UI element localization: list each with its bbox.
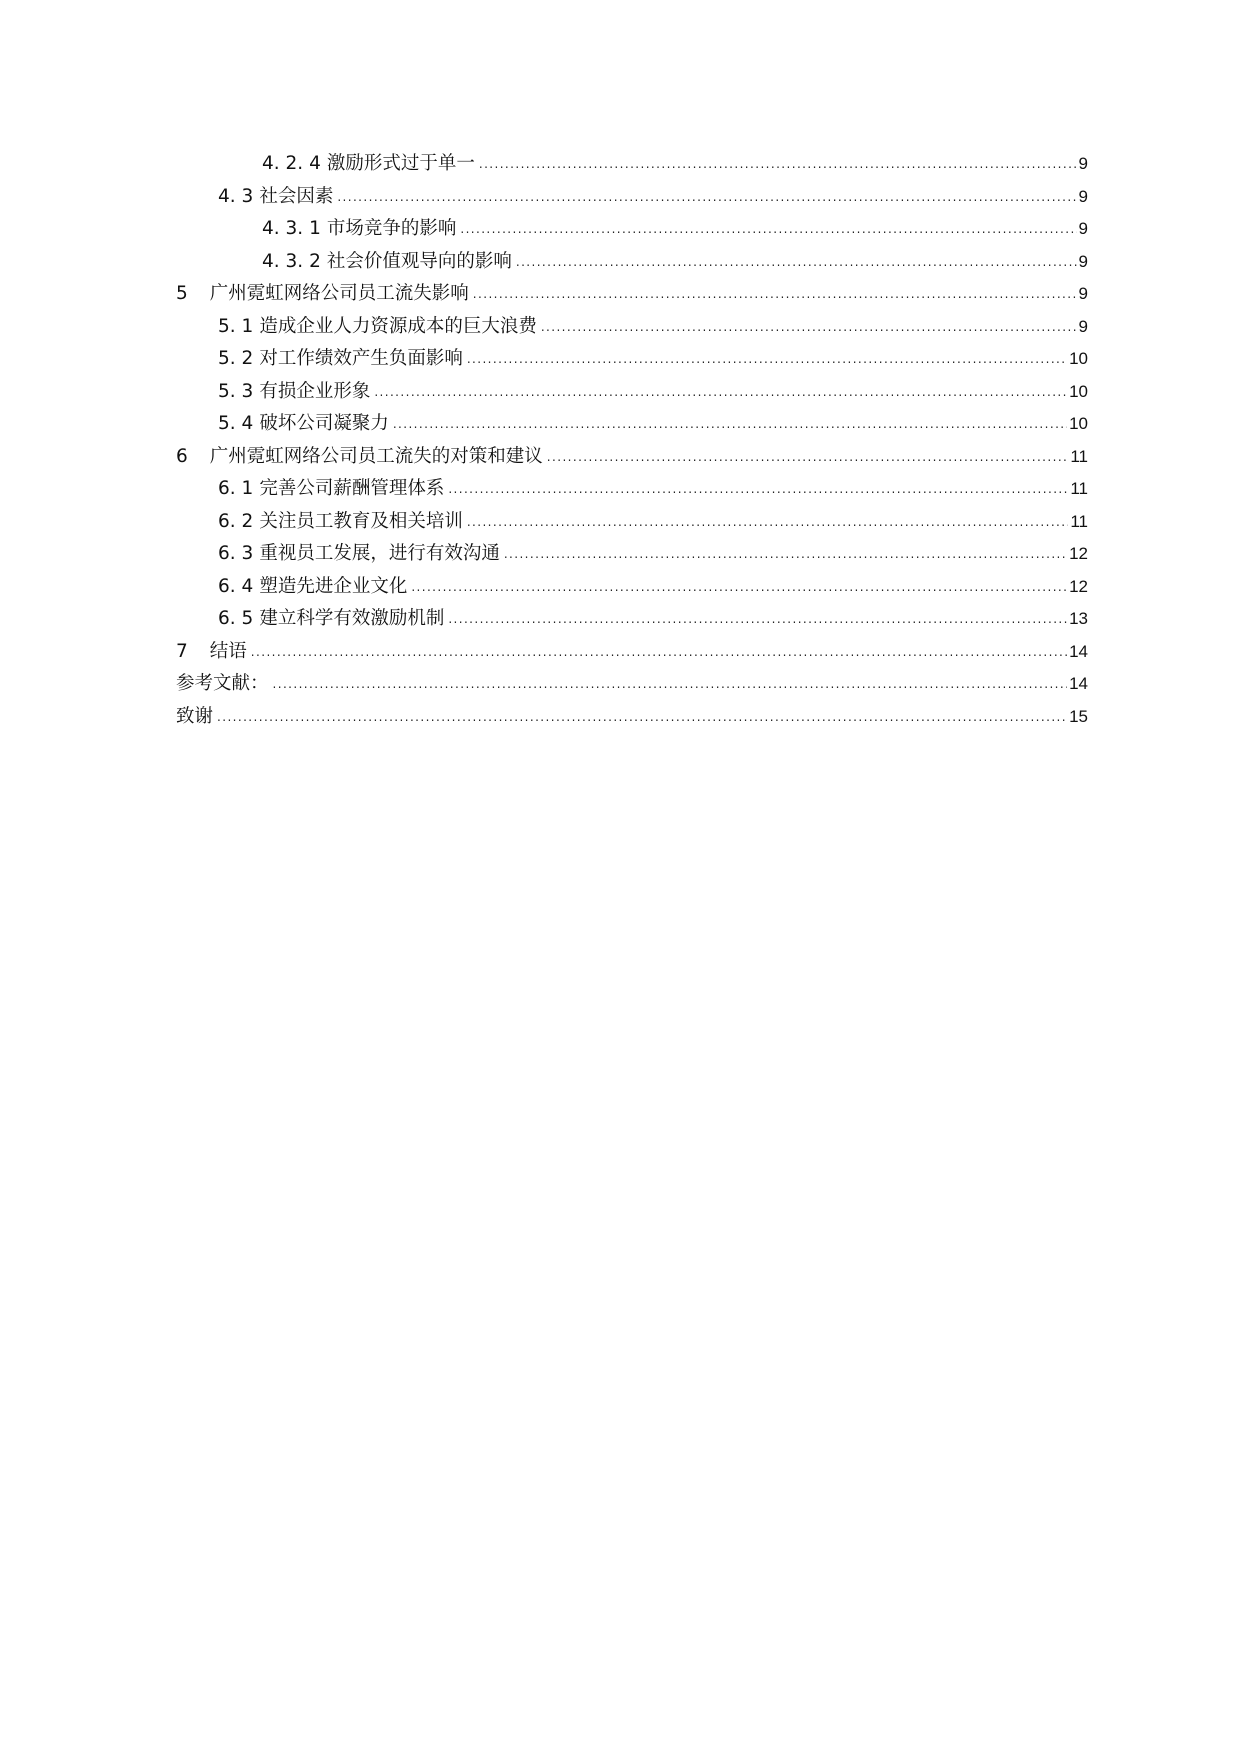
toc-entry-number: 4. 3. 1 xyxy=(262,218,321,239)
toc-entry-title: 激励形式过于单一 xyxy=(326,153,475,174)
toc-entry[interactable] xyxy=(176,538,1088,571)
toc-entry-page-number: 10 xyxy=(1069,349,1088,368)
toc-entry-number: 7 xyxy=(176,640,188,662)
toc-entry-number: 5 xyxy=(176,283,188,304)
toc-entry[interactable] xyxy=(176,343,1088,376)
toc-entry[interactable] xyxy=(176,571,1088,604)
toc-entry-title: 建立科学有效激励机制 xyxy=(259,608,445,629)
toc-dot-leader xyxy=(460,213,1076,246)
toc-entry-title: 广州霓虹网络公司员工流失的对策和建议 xyxy=(209,445,543,467)
toc-entry[interactable] xyxy=(176,246,1088,279)
toc-dot-leader xyxy=(411,571,1067,604)
toc-entry[interactable] xyxy=(176,148,1088,181)
toc-entry-title: 致谢 xyxy=(176,705,214,727)
toc-entry[interactable] xyxy=(176,213,1088,246)
toc-entry-title: 关注员工教育及相关培训 xyxy=(259,510,463,532)
toc-entry-page-number: 14 xyxy=(1069,641,1088,661)
toc-dot-leader xyxy=(467,506,1069,539)
toc-dot-leader xyxy=(516,246,1077,279)
toc-entry-title: 社会因素 xyxy=(259,185,334,207)
toc-entry[interactable] xyxy=(176,668,1088,701)
toc-entry-page-number: 11 xyxy=(1070,479,1088,498)
toc-entry-page-number: 15 xyxy=(1069,706,1088,726)
toc-entry-page-number: 10 xyxy=(1069,381,1088,401)
toc-entry-title: 完善公司薪酬管理体系 xyxy=(259,478,445,499)
toc-dot-leader xyxy=(251,636,1067,669)
toc-entry-title: 参考文献： xyxy=(176,673,269,694)
toc-entry[interactable] xyxy=(176,441,1088,474)
toc-dot-leader xyxy=(467,343,1067,376)
toc-entry-number: 5. 2 xyxy=(218,348,254,369)
toc-dot-leader xyxy=(541,311,1077,344)
toc-entry-page-number: 9 xyxy=(1078,186,1088,206)
toc-entry-number: 5. 4 xyxy=(218,413,254,434)
toc-entry-title: 对工作绩效产生负面影响 xyxy=(259,348,463,369)
toc-entry-number: 5. 3 xyxy=(218,380,254,402)
toc-dot-leader xyxy=(479,148,1077,181)
toc-entry-title: 塑造先进企业文化 xyxy=(259,575,408,597)
toc-dot-leader xyxy=(504,538,1067,571)
toc-entry[interactable] xyxy=(176,506,1088,539)
toc-entry-page-number: 11 xyxy=(1070,511,1088,531)
toc-dot-leader xyxy=(448,603,1067,636)
toc-entry-page-number: 9 xyxy=(1078,154,1088,173)
toc-entry-page-number: 13 xyxy=(1069,609,1088,628)
toc-entry-number: 4. 2. 4 xyxy=(262,153,321,174)
toc-dot-leader xyxy=(473,278,1077,311)
toc-dot-leader xyxy=(217,701,1067,734)
toc-dot-leader xyxy=(448,473,1068,506)
toc-entry-page-number: 10 xyxy=(1069,414,1088,433)
toc-entry-number: 4. 3. 2 xyxy=(262,250,321,272)
toc-entry-page-number: 9 xyxy=(1078,284,1088,303)
toc-dot-leader xyxy=(337,181,1076,214)
toc-entry-number: 5. 1 xyxy=(218,315,254,337)
toc-entry-page-number: 12 xyxy=(1069,576,1088,596)
toc-dot-leader xyxy=(547,441,1069,474)
toc-dot-leader xyxy=(393,408,1067,441)
toc-entry-page-number: 9 xyxy=(1078,219,1088,238)
toc-entry-title: 破坏公司凝聚力 xyxy=(259,413,389,434)
toc-entry-title: 社会价值观导向的影响 xyxy=(326,250,512,272)
toc-entry[interactable] xyxy=(176,603,1088,636)
toc-entry[interactable] xyxy=(176,376,1088,409)
toc-entry-number: 6. 1 xyxy=(218,478,254,499)
toc-entry-title: 广州霓虹网络公司员工流失影响 xyxy=(209,283,469,304)
toc-entry[interactable] xyxy=(176,408,1088,441)
toc-entry-number: 6. 5 xyxy=(218,608,254,629)
toc-entry-number: 4. 3 xyxy=(218,185,254,207)
toc-entry-title: 重视员工发展，进行有效沟通 xyxy=(259,543,500,564)
toc-dot-leader xyxy=(374,376,1067,409)
toc-entry-page-number: 9 xyxy=(1078,251,1088,271)
toc-entry[interactable] xyxy=(176,636,1088,669)
toc-dot-leader xyxy=(273,668,1068,701)
toc-entry[interactable] xyxy=(176,181,1088,214)
table-of-contents xyxy=(176,148,1088,733)
toc-entry-title: 结语 xyxy=(209,640,247,662)
toc-entry-page-number: 11 xyxy=(1070,446,1088,466)
toc-entry-title: 市场竞争的影响 xyxy=(326,218,457,239)
toc-entry-page-number: 12 xyxy=(1069,544,1088,563)
toc-entry[interactable] xyxy=(176,278,1088,311)
toc-entry[interactable] xyxy=(176,701,1088,734)
toc-entry[interactable] xyxy=(176,311,1088,344)
toc-entry-page-number: 14 xyxy=(1069,674,1088,693)
toc-entry-number: 6 xyxy=(176,445,188,467)
toc-entry-number: 6. 3 xyxy=(218,543,254,564)
toc-entry-title: 有损企业形象 xyxy=(259,380,371,402)
toc-entry-title: 造成企业人力资源成本的巨大浪费 xyxy=(259,315,537,337)
toc-entry-page-number: 9 xyxy=(1078,316,1088,336)
toc-entry[interactable] xyxy=(176,473,1088,506)
toc-entry-number: 6. 2 xyxy=(218,510,254,532)
toc-entry-number: 6. 4 xyxy=(218,575,254,597)
